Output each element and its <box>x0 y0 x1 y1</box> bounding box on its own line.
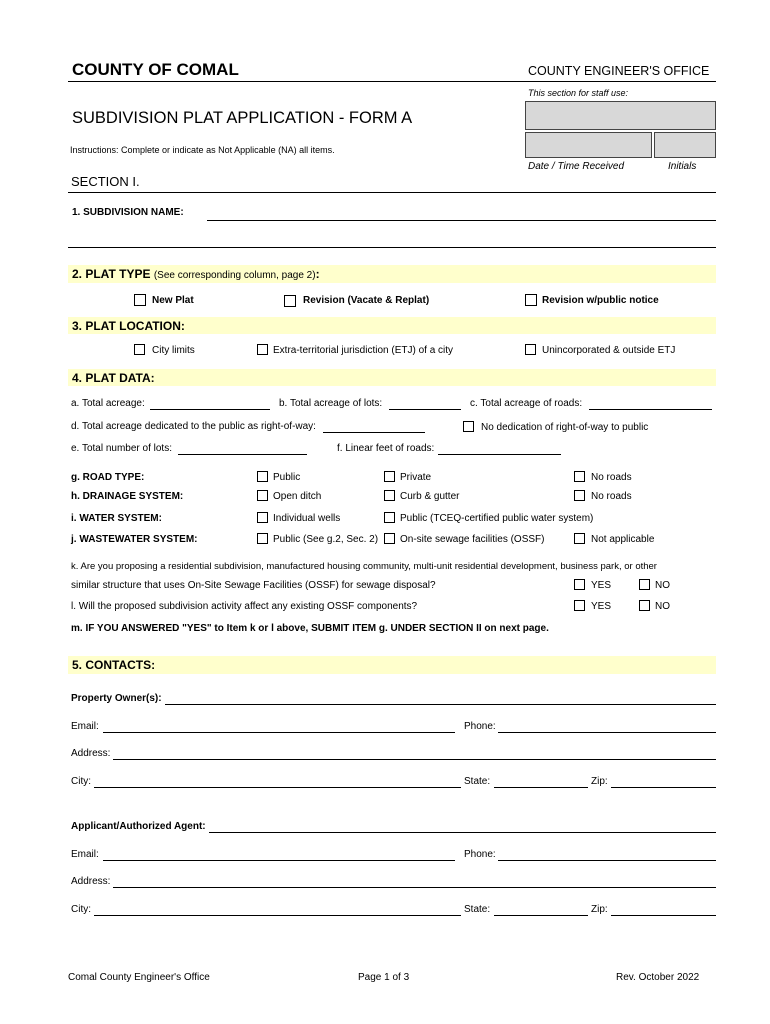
k-yes-label: YES <box>591 580 612 591</box>
subdivision-name-input-2[interactable] <box>68 247 716 248</box>
no-row-dedication-label: No dedication of right-of-way to public <box>481 422 649 433</box>
water-wells-label: Individual wells <box>273 513 341 524</box>
ossf-question-k-cont: similar structure that uses On-Site Sewage Facilities (OSSF) for sewage disposal? <box>71 580 436 591</box>
plat-location-band <box>68 317 716 334</box>
water-public-checkbox[interactable] <box>384 512 395 523</box>
staff-use-label: This section for staff use: <box>528 88 629 98</box>
acreage-roads-label: c. Total acreage of roads: <box>470 398 583 409</box>
l-yes-checkbox[interactable] <box>574 600 585 611</box>
k-yes-checkbox[interactable] <box>574 579 585 590</box>
revision-replat-label: Revision (Vacate & Replat) <box>303 295 430 306</box>
agent-label: Applicant/Authorized Agent: <box>71 821 206 832</box>
l-no-checkbox[interactable] <box>639 600 650 611</box>
subdivision-name-input[interactable] <box>207 220 716 221</box>
drainage-label: h. DRAINAGE SYSTEM: <box>71 491 184 502</box>
form-title: SUBDIVISION PLAT APPLICATION - FORM A <box>72 109 413 127</box>
unincorporated-checkbox[interactable] <box>525 344 536 355</box>
agent-email-label: Email: <box>71 849 99 860</box>
water-wells-checkbox[interactable] <box>257 512 268 523</box>
wastewater-label: j. WASTEWATER SYSTEM: <box>71 534 198 545</box>
owner-email-label: Email: <box>71 721 99 732</box>
agent-address-label: Address: <box>71 876 111 887</box>
owner-email-input[interactable] <box>103 732 455 733</box>
header-rule <box>68 81 716 82</box>
agent-phone-input[interactable] <box>498 860 716 861</box>
owner-state-label: State: <box>464 776 491 787</box>
total-acreage-input[interactable] <box>150 409 270 410</box>
linear-feet-label: f. Linear feet of roads: <box>337 443 435 454</box>
drainage-curb-checkbox[interactable] <box>384 490 395 501</box>
k-no-label: NO <box>655 580 670 591</box>
drainage-none-checkbox[interactable] <box>574 490 585 501</box>
plat-data-band <box>68 369 716 386</box>
k-no-checkbox[interactable] <box>639 579 650 590</box>
l-no-label: NO <box>655 601 670 612</box>
section-label: SECTION I. <box>71 174 140 189</box>
road-type-label: g. ROAD TYPE: <box>71 472 145 483</box>
agent-city-input[interactable] <box>94 915 461 916</box>
road-none-checkbox[interactable] <box>574 471 585 482</box>
owner-zip-label: Zip: <box>591 776 608 787</box>
road-public-label: Public <box>273 472 301 483</box>
etj-label: Extra-territorial jurisdiction (ETJ) of a city <box>273 345 454 356</box>
agent-zip-input[interactable] <box>611 915 716 916</box>
staff-box-top <box>525 101 716 130</box>
agent-state-input[interactable] <box>494 915 588 916</box>
new-plat-checkbox[interactable] <box>134 294 146 306</box>
agent-input[interactable] <box>209 832 716 833</box>
plat-location-heading: 3. PLAT LOCATION: <box>72 319 185 333</box>
ossf-question-l: l. Will the proposed subdivision activity affect any existing OSSF components? <box>71 601 418 612</box>
row-acreage-label: d. Total acreage dedicated to the public as right-of-way: <box>71 421 316 432</box>
wastewater-ossf-label: On-site sewage facilities (OSSF) <box>400 534 545 545</box>
owner-city-label: City: <box>71 776 91 787</box>
revision-public-notice-checkbox[interactable] <box>525 294 537 306</box>
owner-address-label: Address: <box>71 748 111 759</box>
county-title: COUNTY OF COMAL <box>72 60 239 79</box>
owner-zip-input[interactable] <box>611 787 716 788</box>
drainage-ditch-label: Open ditch <box>273 491 322 502</box>
section-rule <box>68 192 716 193</box>
drainage-none-label: No roads <box>591 491 632 502</box>
office-title: COUNTY ENGINEER'S OFFICE <box>528 64 710 78</box>
owner-label: Property Owner(s): <box>71 693 162 704</box>
water-public-label: Public (TCEQ-certified public water system) <box>400 513 594 524</box>
owner-address-input[interactable] <box>113 759 716 760</box>
initials-label: Initials <box>668 161 697 172</box>
row-acreage-input[interactable] <box>323 432 425 433</box>
wastewater-public-label: Public (See g.2, Sec. 2) <box>273 534 379 545</box>
drainage-ditch-checkbox[interactable] <box>257 490 268 501</box>
owner-phone-input[interactable] <box>498 732 716 733</box>
agent-phone-label: Phone: <box>464 849 496 860</box>
footer-page-number: Page 1 of 3 <box>358 972 410 983</box>
total-acreage-label: a. Total acreage: <box>71 398 145 409</box>
linear-feet-input[interactable] <box>438 454 561 455</box>
city-limits-label: City limits <box>152 345 195 356</box>
acreage-roads-input[interactable] <box>589 409 712 410</box>
footer-office: Comal County Engineer's Office <box>68 972 210 983</box>
ossf-question-k: k. Are you proposing a residential subdivision, manufactured housing community, multi-unit residential development, business park, or other <box>71 561 657 572</box>
unincorporated-label: Unincorporated & outside ETJ <box>542 345 676 356</box>
plat-data-heading: 4. PLAT DATA: <box>72 371 155 385</box>
etj-checkbox[interactable] <box>257 344 268 355</box>
owner-phone-label: Phone: <box>464 721 496 732</box>
date-received-box <box>525 132 652 158</box>
contacts-band <box>68 656 716 674</box>
road-public-checkbox[interactable] <box>257 471 268 482</box>
new-plat-label: New Plat <box>152 295 194 306</box>
drainage-curb-label: Curb & gutter <box>400 491 460 502</box>
agent-city-label: City: <box>71 904 91 915</box>
owner-state-input[interactable] <box>494 787 588 788</box>
wastewater-na-label: Not applicable <box>591 534 655 545</box>
revision-replat-checkbox[interactable] <box>284 295 296 307</box>
initials-box <box>654 132 716 158</box>
footer-revision: Rev. October 2022 <box>616 972 700 983</box>
wastewater-na-checkbox[interactable] <box>574 533 585 544</box>
agent-address-input[interactable] <box>113 887 716 888</box>
date-received-label: Date / Time Received <box>528 161 625 172</box>
owner-input[interactable] <box>165 704 716 705</box>
subdivision-name-label: 1. SUBDIVISION NAME: <box>72 207 184 218</box>
revision-public-notice-label: Revision w/public notice <box>542 295 659 306</box>
city-limits-checkbox[interactable] <box>134 344 145 355</box>
l-yes-label: YES <box>591 601 612 612</box>
plat-type-heading: 2. PLAT TYPE (See corresponding column, page 2): <box>72 267 320 281</box>
instructions: Instructions: Complete or indicate as Not Applicable (NA) all items. <box>70 145 335 155</box>
number-lots-label: e. Total number of lots: <box>71 443 172 454</box>
wastewater-public-checkbox[interactable] <box>257 533 268 544</box>
number-lots-input[interactable] <box>178 454 307 455</box>
plat-type-band <box>68 265 716 283</box>
wastewater-ossf-checkbox[interactable] <box>384 533 395 544</box>
owner-city-input[interactable] <box>94 787 461 788</box>
contacts-heading: 5. CONTACTS: <box>72 658 156 672</box>
road-private-label: Private <box>400 472 432 483</box>
agent-zip-label: Zip: <box>591 904 608 915</box>
road-private-checkbox[interactable] <box>384 471 395 482</box>
agent-state-label: State: <box>464 904 491 915</box>
acreage-lots-input[interactable] <box>389 409 461 410</box>
road-none-label: No roads <box>591 472 632 483</box>
no-row-dedication-checkbox[interactable] <box>463 421 474 432</box>
water-system-label: i. WATER SYSTEM: <box>71 513 162 524</box>
ossf-instruction-m: m. IF YOU ANSWERED "YES" to Item k or l above, SUBMIT ITEM g. UNDER SECTION II on next page. <box>71 623 549 634</box>
agent-email-input[interactable] <box>103 860 455 861</box>
acreage-lots-label: b. Total acreage of lots: <box>279 398 383 409</box>
